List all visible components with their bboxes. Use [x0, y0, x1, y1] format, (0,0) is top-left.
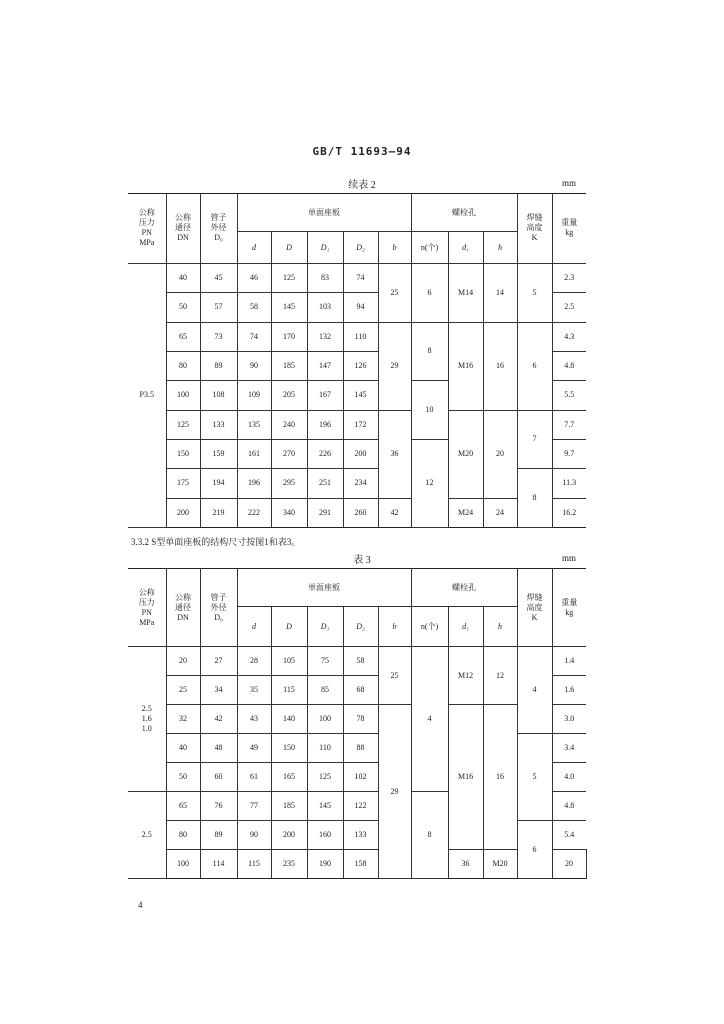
d-cell: 77: [237, 792, 271, 821]
flange-header: 单面座板: [237, 194, 411, 232]
d1-cell: M20: [448, 410, 483, 498]
d1-cell: M16: [448, 705, 483, 850]
do-cell: 48: [200, 734, 237, 763]
h-cell: 24: [483, 498, 517, 527]
b-cell: 36: [378, 410, 411, 498]
dn-cell: 40: [166, 263, 200, 292]
do-cell: 73: [200, 322, 237, 351]
table2-caption: 续表 2: [348, 180, 376, 191]
D-cell: 145: [271, 293, 307, 322]
D-cell: 270: [271, 439, 307, 468]
D2-cell: 126: [343, 351, 378, 380]
D1-header: D₁: [307, 232, 343, 263]
D1-cell: 83: [307, 263, 343, 292]
do-cell: 27: [200, 647, 237, 676]
D2-cell: 74: [343, 263, 378, 292]
D2-cell: 172: [343, 410, 378, 439]
bolt-hole-header: 螺栓孔: [411, 194, 517, 232]
h-cell: 16: [483, 322, 517, 410]
dn-cell: 50: [166, 293, 200, 322]
dn-cell: 40: [166, 734, 200, 763]
D1-cell: 75: [307, 647, 343, 676]
pn-header: 公称 压力 PN MPa: [128, 194, 166, 264]
D2-cell: 110: [343, 322, 378, 351]
bolt-hole-header: 螺栓孔: [411, 569, 517, 607]
d-cell: 61: [237, 763, 271, 792]
D-cell: 235: [271, 850, 307, 879]
D2-cell: 234: [343, 469, 378, 498]
table3: [128, 568, 586, 879]
D2-cell: 145: [343, 381, 378, 410]
mass-cell: 3.0: [552, 705, 586, 734]
b-cell: 29: [378, 322, 411, 410]
d-header: d: [237, 232, 271, 263]
pn-value: 2.5 1.6 1.0: [128, 647, 166, 792]
k-cell: 7: [517, 410, 552, 469]
h-cell: 20: [483, 410, 517, 498]
D-cell: 340: [271, 498, 307, 527]
do-header: 管子 外径 D₀: [200, 194, 237, 264]
do-cell: 114: [200, 850, 237, 879]
D2-cell: 200: [343, 439, 378, 468]
D-cell: 165: [271, 763, 307, 792]
mass-cell: 16.2: [552, 498, 586, 527]
D-cell: 140: [271, 705, 307, 734]
d1-header: d₁: [448, 232, 483, 263]
mass-cell: 5.5: [552, 381, 586, 410]
dn-cell: 100: [166, 850, 200, 879]
D-cell: 105: [271, 647, 307, 676]
D2-cell: 68: [343, 676, 378, 705]
D1-cell: 103: [307, 293, 343, 322]
do-cell: 57: [200, 293, 237, 322]
dn-cell: 150: [166, 439, 200, 468]
pn-header: 公称 压力 PN MPa: [128, 569, 166, 647]
D-cell: 240: [271, 410, 307, 439]
dn-header: 公称 通径 DN: [166, 569, 200, 647]
D-cell: 115: [271, 676, 307, 705]
D-cell: 150: [271, 734, 307, 763]
d1-cell: M20: [483, 850, 517, 879]
b-cell: 36: [448, 850, 483, 879]
mass-cell: 7.7: [552, 410, 586, 439]
n-cell: 4: [411, 647, 448, 792]
mass-cell: 2.3: [552, 263, 586, 292]
d-cell: 196: [237, 469, 271, 498]
d-cell: 115: [237, 850, 271, 879]
d1-cell: M12: [448, 647, 483, 705]
b-cell: 42: [378, 498, 411, 527]
D1-cell: 125: [307, 763, 343, 792]
table2: [128, 193, 586, 528]
pn-value: P3.5: [128, 263, 166, 527]
mass-cell: 1.6: [552, 676, 586, 705]
D2-cell: 260: [343, 498, 378, 527]
weld-height-header: 焊缝 高度 K: [517, 569, 552, 647]
do-cell: 89: [200, 821, 237, 850]
D1-cell: 160: [307, 821, 343, 850]
do-cell: 60: [200, 763, 237, 792]
D2-cell: 58: [343, 647, 378, 676]
n-cell: 8: [411, 792, 448, 879]
dn-cell: 65: [166, 792, 200, 821]
D-header: D: [271, 232, 307, 263]
D-cell: 125: [271, 263, 307, 292]
mass-cell: 2.5: [552, 293, 586, 322]
D2-cell: 122: [343, 792, 378, 821]
D1-cell: 196: [307, 410, 343, 439]
mass-cell: 3.4: [552, 734, 586, 763]
D1-cell: 110: [307, 734, 343, 763]
dn-cell: 175: [166, 469, 200, 498]
n-cell: 8: [411, 322, 448, 381]
D1-cell: 190: [307, 850, 343, 879]
table3-caption: 表 3: [353, 555, 371, 566]
D-cell: 295: [271, 469, 307, 498]
do-cell: 108: [200, 381, 237, 410]
b-header: b: [378, 607, 411, 647]
do-cell: 219: [200, 498, 237, 527]
b-header: b: [378, 232, 411, 263]
n-header: n(个): [411, 232, 448, 263]
k-cell: 6: [517, 821, 552, 879]
dn-cell: 80: [166, 821, 200, 850]
mass-cell: 4.8: [552, 792, 586, 821]
table2-unit: mm: [562, 178, 577, 188]
k-cell: 5: [517, 734, 552, 821]
D2-cell: 78: [343, 705, 378, 734]
D2-cell: 88: [343, 734, 378, 763]
D2-cell: 94: [343, 293, 378, 322]
h-cell: 12: [483, 647, 517, 705]
pn-value: 2.5: [128, 792, 166, 879]
b-cell: 25: [378, 263, 411, 322]
d-cell: 109: [237, 381, 271, 410]
b-cell: 29: [378, 705, 411, 879]
k-cell: 4: [517, 647, 552, 734]
D1-cell: 291: [307, 498, 343, 527]
D2-cell: 102: [343, 763, 378, 792]
d-header: d: [237, 607, 271, 647]
n-cell: 10: [411, 381, 448, 440]
do-cell: 42: [200, 705, 237, 734]
weld-height-header: 焊缝 高度 K: [517, 194, 552, 264]
d-cell: 58: [237, 293, 271, 322]
table3-unit: mm: [562, 553, 577, 563]
do-cell: 34: [200, 676, 237, 705]
k-cell: 6: [517, 322, 552, 410]
d-cell: 35: [237, 676, 271, 705]
n-header: n(个): [411, 607, 448, 647]
dn-cell: 25: [166, 676, 200, 705]
d1-cell: M24: [448, 498, 483, 527]
d-cell: 161: [237, 439, 271, 468]
D-cell: 170: [271, 322, 307, 351]
k-cell: 5: [517, 263, 552, 322]
do-cell: 76: [200, 792, 237, 821]
D1-cell: 167: [307, 381, 343, 410]
dn-header: 公称 通径 DN: [166, 194, 200, 264]
mass-cell: 1.4: [552, 647, 586, 676]
mass-header: 重量 kg: [552, 194, 586, 264]
d-cell: 46: [237, 263, 271, 292]
d-cell: 222: [237, 498, 271, 527]
mass-cell: 5.4: [552, 821, 586, 850]
D-cell: 185: [271, 792, 307, 821]
d-cell: 43: [237, 705, 271, 734]
mass-cell: 4.0: [552, 763, 586, 792]
mass-cell: 4.3: [552, 322, 586, 351]
n-cell: 12: [411, 439, 448, 527]
dn-cell: 100: [166, 381, 200, 410]
do-header: 管子 外径 D₀: [200, 569, 237, 647]
D1-cell: 147: [307, 351, 343, 380]
d-cell: 90: [237, 821, 271, 850]
dn-cell: 80: [166, 351, 200, 380]
d-cell: 49: [237, 734, 271, 763]
D-header: D: [271, 607, 307, 647]
d1-header: d₁: [448, 607, 483, 647]
mass-cell: 11.3: [552, 469, 586, 498]
D2-cell: 158: [343, 850, 378, 879]
D1-cell: 145: [307, 792, 343, 821]
d-cell: 28: [237, 647, 271, 676]
h-cell: 20: [552, 850, 586, 879]
D1-cell: 251: [307, 469, 343, 498]
dn-cell: 32: [166, 705, 200, 734]
document-header: GB/T 11693—94: [312, 145, 412, 158]
do-cell: 194: [200, 469, 237, 498]
dn-cell: 125: [166, 410, 200, 439]
do-cell: 133: [200, 410, 237, 439]
D1-cell: 226: [307, 439, 343, 468]
D-cell: 200: [271, 821, 307, 850]
dn-cell: 20: [166, 647, 200, 676]
D1-cell: 85: [307, 676, 343, 705]
b-cell: 25: [378, 647, 411, 705]
D-cell: 205: [271, 381, 307, 410]
h-cell: 14: [483, 263, 517, 322]
h-header: h: [483, 232, 517, 263]
D2-header: D₂: [343, 607, 378, 647]
d-cell: 74: [237, 322, 271, 351]
D-cell: 185: [271, 351, 307, 380]
k-cell: 8: [517, 469, 552, 528]
clause-3-3-2: 3.3.2 S型单面座板的结构尺寸按图1和表3。: [131, 537, 301, 547]
dn-cell: 65: [166, 322, 200, 351]
d-cell: 90: [237, 351, 271, 380]
D2-header: D₂: [343, 232, 378, 263]
d1-cell: M14: [448, 263, 483, 322]
h-cell: 16: [483, 705, 517, 850]
n-cell: 6: [411, 263, 448, 322]
d-cell: 135: [237, 410, 271, 439]
dn-cell: 50: [166, 763, 200, 792]
h-header: h: [483, 607, 517, 647]
D1-cell: 100: [307, 705, 343, 734]
flange-header: 单面座板: [237, 569, 411, 607]
do-cell: 45: [200, 263, 237, 292]
D1-cell: 132: [307, 322, 343, 351]
D2-cell: 133: [343, 821, 378, 850]
do-cell: 159: [200, 439, 237, 468]
mass-cell: 9.7: [552, 439, 586, 468]
D1-header: D₁: [307, 607, 343, 647]
mass-cell: 4.8: [552, 351, 586, 380]
do-cell: 89: [200, 351, 237, 380]
page-number: 4: [138, 900, 143, 910]
d1-cell: M16: [448, 322, 483, 410]
mass-header: 重量 kg: [552, 569, 586, 647]
dn-cell: 200: [166, 498, 200, 527]
